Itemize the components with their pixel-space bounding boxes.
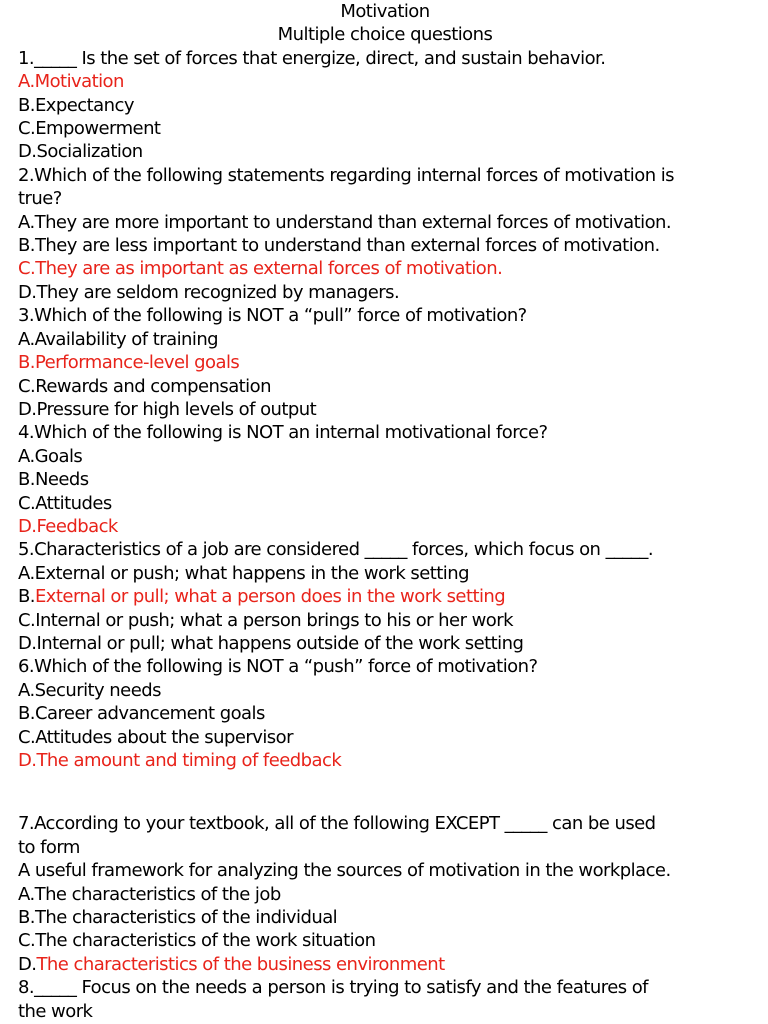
- question-5-stem: 5.Characteristics of a job are considered _____ forces, which focus on _____.: [18, 539, 654, 561]
- question-5-option-d: D.Internal or pull; what happens outside of the work setting: [18, 632, 524, 654]
- question-2-stem: 2.Which of the following statements regarding internal forces of motivation is: [18, 164, 675, 186]
- question-6-option-d-correct: D.The amount and timing of feedback: [18, 750, 342, 771]
- question-7-option-b: B.The characteristics of the individual: [18, 907, 338, 929]
- question-8-stem: 8._____ Focus on the needs a person is trying to satisfy and the features of: [18, 977, 648, 999]
- question-7-stem-line-3: A useful framework for analyzing the sources of motivation in the workplace.: [18, 860, 671, 882]
- question-3-option-d: D.Pressure for high levels of output: [18, 398, 317, 420]
- blank-gap: [18, 772, 752, 812]
- question-6-option-b: B.Career advancement goals: [18, 703, 265, 725]
- question-1-option-b: B.Expectancy: [18, 94, 134, 116]
- document-subtitle: Multiple choice questions: [277, 24, 493, 46]
- question-7-option-d-correct: [18, 953, 752, 976]
- question-2-option-c-correct: C.They are as important as external forces of motivation.: [18, 258, 503, 280]
- question-4-option-b: B.Needs: [18, 469, 89, 491]
- question-5-option-b-correct: [18, 585, 752, 608]
- question-5-option-b-text: External or pull; what a person does in the work setting: [34, 586, 506, 608]
- question-6-option-a: A.Security needs: [18, 679, 161, 701]
- question-7-option-c: C.The characteristics of the work situation: [18, 930, 376, 952]
- question-7-stem-continued: to form: [18, 836, 80, 858]
- question-1-stem: 1._____ Is the set of forces that energize, direct, and sustain behavior.: [18, 47, 606, 69]
- question-4-option-c: C.Attitudes: [18, 492, 112, 514]
- question-5-option-c: C.Internal or push; what a person brings to his or her work: [18, 609, 513, 631]
- question-3-option-a: A.Availability of training: [18, 328, 219, 350]
- question-4-option-a: A.Goals: [18, 445, 83, 467]
- question-7-option-d-letter: D.: [18, 953, 37, 975]
- question-2-option-b: B.They are less important to understand than external forces of motivation.: [18, 235, 660, 257]
- question-3-stem: 3.Which of the following is NOT a “pull” force of motivation?: [18, 305, 527, 327]
- question-5-option-a: A.External or push; what happens in the work setting: [18, 562, 469, 584]
- question-2-option-d: D.They are seldom recognized by managers.: [18, 281, 400, 303]
- question-4-option-d-correct: D.Feedback: [18, 515, 118, 537]
- question-2-option-a: A.They are more important to understand than external forces of motivation.: [18, 211, 672, 233]
- question-7-option-d-text: The characteristics of the business environment: [36, 953, 445, 975]
- document-page: [18, 0, 752, 1023]
- question-6-stem: 6.Which of the following is NOT a “push” force of motivation?: [18, 656, 538, 678]
- question-7-option-a: A.The characteristics of the job: [18, 883, 281, 905]
- question-1-option-c: C.Empowerment: [18, 118, 161, 140]
- question-3-option-b-correct: B.Performance-level goals: [18, 352, 240, 374]
- question-6-option-c: C.Attitudes about the supervisor: [18, 726, 293, 748]
- question-8-stem-continued: the work: [18, 1000, 93, 1022]
- question-7-stem: 7.According to your textbook, all of the following EXCEPT _____ can be used: [18, 813, 656, 835]
- question-3-option-c: C.Rewards and compensation: [18, 375, 271, 397]
- document-title: Motivation: [340, 1, 430, 22]
- question-1-option-d: D.Socialization: [18, 141, 143, 163]
- question-2-stem-continued: true?: [18, 188, 62, 210]
- question-5-option-b-letter: B.: [18, 586, 35, 608]
- question-1-option-a-correct: A.Motivation: [18, 71, 124, 93]
- question-4-stem: 4.Which of the following is NOT an internal motivational force?: [18, 422, 548, 444]
